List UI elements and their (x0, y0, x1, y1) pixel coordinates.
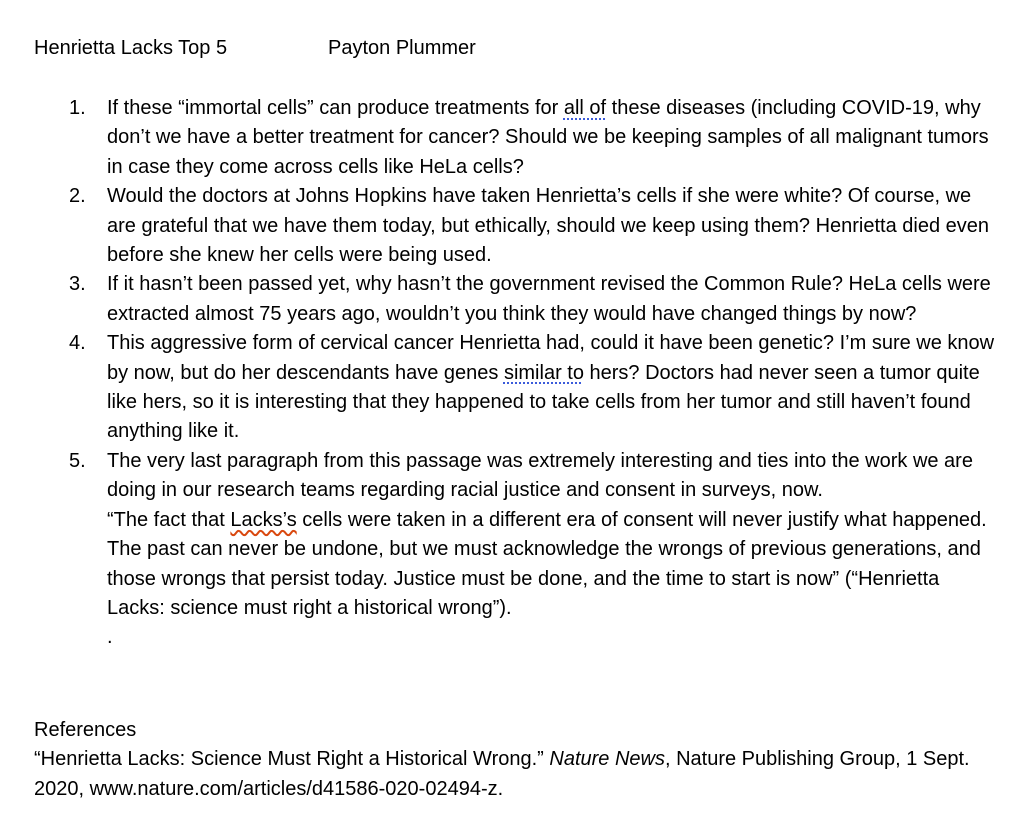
list-item-text (107, 329, 997, 447)
list-item-text (107, 94, 997, 182)
text-segment: If these “immortal cells” can produce treatments for (107, 97, 564, 119)
list-item-text: Would the doctors at Johns Hopkins have taken Henrietta’s cells if she were white? Of course, we are grateful that we have them today, but ethically, should we keep using them? Henrietta died even before she knew her cells were being used. (107, 185, 990, 267)
author-name: Payton Plummer (328, 37, 476, 59)
list-number: 3. (69, 273, 86, 296)
list-number: 1. (69, 97, 86, 119)
list-number: 4. (69, 332, 86, 355)
spelling-flag-lacks[interactable]: Lacks’s (230, 508, 297, 531)
block-quote (107, 506, 997, 624)
list-item-3 (0, 270, 997, 329)
numbered-question-list (0, 94, 1024, 652)
document-header (34, 36, 476, 60)
grammar-flag-similar-to[interactable]: similar to (503, 361, 584, 384)
list-number: 5. (69, 449, 86, 472)
journal-title: Nature News (549, 748, 665, 771)
list-item-text: The very last paragraph from this passage was extremely interesting and ties into the work we are doing in our research teams regarding racial justice and consent in surveys, now. (107, 449, 973, 502)
list-item-1 (0, 94, 997, 182)
references-heading: References (34, 719, 137, 741)
text-segment: “The fact that (107, 508, 231, 531)
text-segment: , Nature Publishing Group, 1 Sept. 2020, www.nature.com/articles/d41586-020-02494-z. (34, 748, 970, 800)
document-title: Henrietta Lacks Top 5 (34, 37, 228, 59)
references-section (34, 716, 994, 804)
text-segment: This aggressive form of cervical cancer Henrietta had, could it have been genetic? I’m sure we know by now, but do her descendants have genes (107, 332, 995, 384)
text-segment: cells were taken in a different era of consent will never justify what happened. The past can never be undone, but we must acknowledge the wrongs of previous generations, and those wrongs that persist today. Justice must be done, and the time to start is now” (“Henrietta Lacks: science must right a historical wrong”). (107, 508, 987, 619)
text-segment: these diseases (including COVID-19, why don’t we have a better treatment for cancer? Should we be keeping samples of all malignant tumors in case they come across cells like HeLa cells? (107, 97, 989, 178)
text-segment: hers? Doctors had never seen a tumor quite like hers, so it is interesting that they happened to take cells from her tumor and still haven’t found anything like it. (107, 361, 980, 443)
list-item-2 (0, 182, 997, 270)
list-number: 2. (69, 185, 86, 208)
list-item-4 (0, 329, 997, 447)
text-segment: “Henrietta Lacks: Science Must Right a Historical Wrong.” (34, 748, 550, 771)
stray-period: . (107, 626, 113, 649)
grammar-flag-all-of[interactable]: all of (563, 97, 607, 119)
reference-citation (34, 745, 994, 804)
list-item-text: If it hasn’t been passed yet, why hasn’t the government revised the Common Rule? HeLa cells were extracted almost 75 years ago, wouldn’t you think they would have changed things by now? (107, 273, 991, 325)
list-item-5 (0, 447, 997, 623)
